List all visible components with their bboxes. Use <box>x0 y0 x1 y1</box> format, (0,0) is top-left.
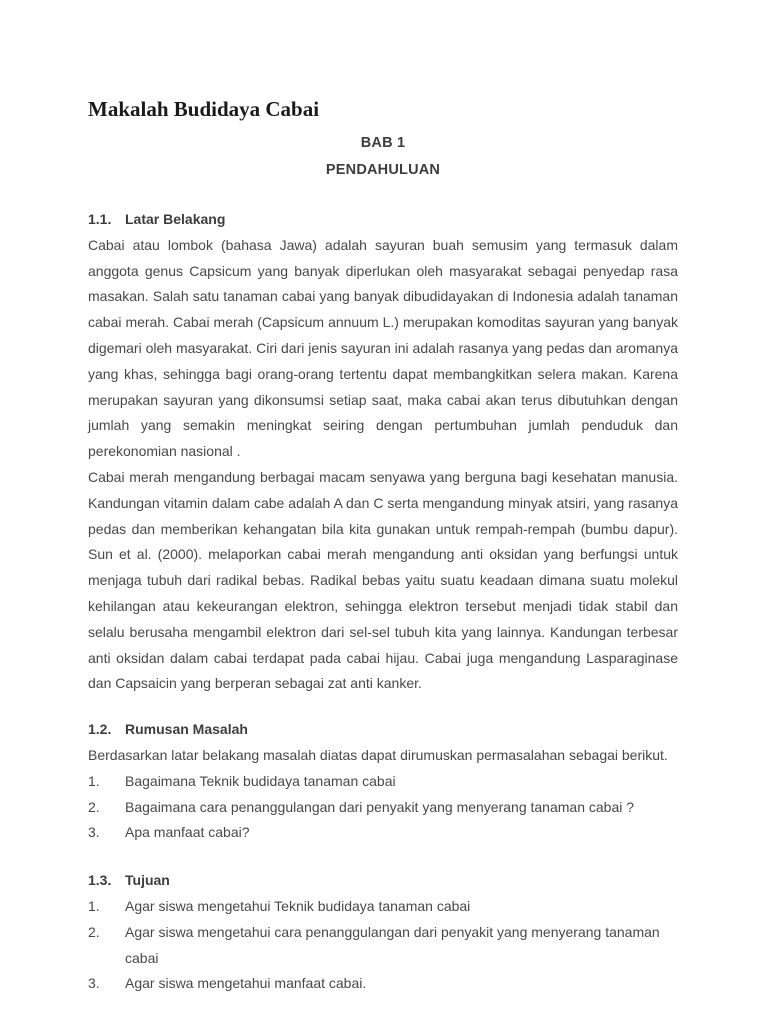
list-item-text: Agar siswa mengetahui Teknik budidaya tanaman cabai <box>125 897 471 914</box>
list-item-number: 2. <box>88 923 100 940</box>
list-item <box>88 920 678 972</box>
list-item-text: Agar siswa mengetahui cara penanggulangan dari penyakit yang menyerang tanaman cabai <box>125 923 660 966</box>
section-number: 1.3. <box>88 872 112 889</box>
section-heading-label: Rumusan Masalah <box>125 721 248 738</box>
list-item <box>88 894 678 920</box>
section-rumusan-masalah <box>88 717 678 846</box>
list-item-number: 1. <box>88 897 100 914</box>
list-item-text: Agar siswa mengetahui manfaat cabai. <box>125 975 367 992</box>
numbered-list <box>88 769 678 846</box>
section-heading <box>88 207 678 233</box>
document-title: Makalah Budidaya Cabai <box>88 97 320 121</box>
list-item-text: Apa manfaat cabai? <box>125 824 250 841</box>
section-heading-label: Latar Belakang <box>125 211 226 227</box>
list-item-number: 2. <box>88 798 100 815</box>
document-page <box>88 97 678 997</box>
section-number: 1.2. <box>88 721 112 738</box>
list-item <box>88 971 678 997</box>
list-item <box>88 795 678 821</box>
chapter-name: PENDAHULUAN <box>325 162 441 178</box>
section-tujuan <box>88 868 678 997</box>
list-item-number: 1. <box>88 772 100 789</box>
section-heading <box>88 717 678 743</box>
list-item <box>88 769 678 795</box>
chapter-block <box>88 130 678 184</box>
section-intro: Berdasarkan latar belakang masalah diatas dapat dirumuskan permasalahan sebagai berikut. <box>88 746 668 763</box>
paragraph: Cabai merah mengandung berbagai macam senyawa yang berguna bagi kesehatan manusia. Kandungan vitamin dalam cabe adalah A dan C serta mengandung minyak atsiri, yang rasanya pedas dan memberikan kehangatan bila kita gunakan untuk rempah-rempah (bumbu dapur). Sun et al. (2000). melaporkan cabai merah mengandung anti oksidan yang berfungsi untuk menjaga tubuh dari radikal bebas. Radikal bebas yaitu suatu keadaan dimana suatu molekul kehilangan atau kekeurangan elektron, sehingga elektron tersebut menjadi tidak stabil dan selalu berusaha mengambil elektron dari sel-sel tubuh kita yang lainnya. Kandungan terbesar anti oksidan dalam cabai terdapat pada cabai hijau. Cabai juga mengandung Lasparaginase dan Capsaicin yang berperan sebagai zat anti kanker. <box>88 468 678 692</box>
section-heading <box>88 868 678 894</box>
list-item <box>88 820 678 846</box>
section-number: 1.1. <box>88 211 112 227</box>
list-item-number: 3. <box>88 824 100 841</box>
numbered-list <box>88 894 678 997</box>
chapter-label: BAB 1 <box>360 135 406 151</box>
list-item-number: 3. <box>88 975 100 992</box>
list-item-text: Bagaimana cara penanggulangan dari penyakit yang menyerang tanaman cabai ? <box>125 798 635 815</box>
paragraph: Cabai atau lombok (bahasa Jawa) adalah sayuran buah semusim yang termasuk dalam anggota genus Capsicum yang banyak diperlukan oleh masyarakat sebagai penyedap rasa masakan. Salah satu tanaman cabai yang banyak dibudidayakan di Indonesia adalah tanaman cabai merah. Cabai merah (Capsicum annuum L.) merupakan komoditas sayuran yang banyak digemari oleh masyarakat. Ciri dari jenis sayuran ini adalah rasanya yang pedas dan aromanya yang khas, sehingga bagi orang-orang tertentu dapat membangkitkan selera makan. Karena merupakan sayuran yang dikonsumsi setiap saat, maka cabai akan terus dibutuhkan dengan jumlah yang semakin meningkat seiring dengan pertumbuhan jumlah penduduk dan perekonomian nasional . <box>88 236 678 460</box>
list-item-text: Bagaimana Teknik budidaya tanaman cabai <box>125 772 396 789</box>
section-heading-label: Tujuan <box>125 872 170 889</box>
section-latar-belakang <box>88 207 678 697</box>
